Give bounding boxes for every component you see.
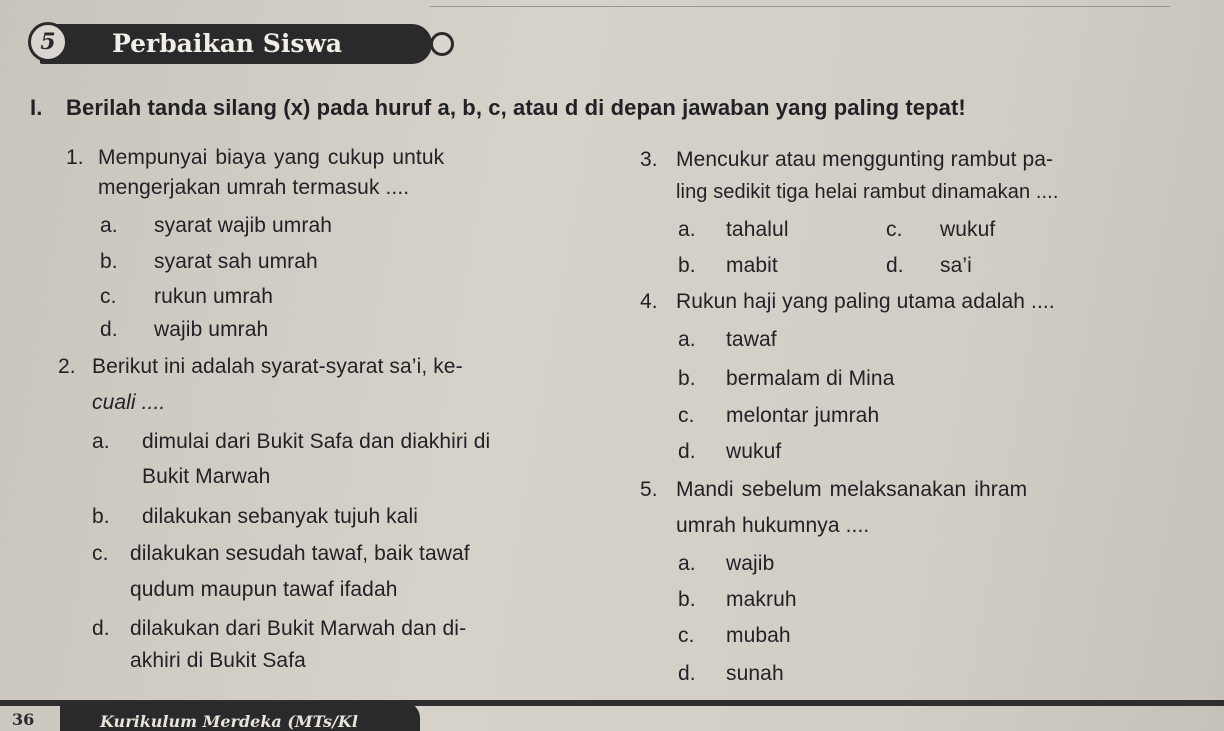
option-text: qudum maupun tawaf ifadah — [130, 578, 398, 601]
option-text: bermalam di Mina — [726, 367, 895, 390]
option-letter: b. — [678, 367, 696, 390]
option-text: melontar jumrah — [726, 404, 880, 427]
question-text: Mencukur atau menggunting rambut pa- — [676, 148, 1054, 171]
option-letter: a. — [678, 328, 696, 351]
option-text: syarat sah umrah — [154, 250, 318, 273]
question-number: 1. — [66, 146, 84, 169]
question-text: cuali .... — [92, 391, 166, 414]
section-number: I. — [30, 95, 43, 120]
question-text: mengerjakan umrah termasuk .... — [98, 176, 410, 199]
option-text: wukuf — [940, 218, 996, 241]
option-letter: c. — [92, 542, 109, 565]
question-number: 3. — [640, 148, 658, 171]
option-letter: c. — [678, 404, 695, 427]
option-text: wajib umrah — [154, 318, 269, 341]
option-letter: b. — [678, 254, 696, 277]
banner-title: Perbaikan Siswa — [112, 29, 343, 58]
option-text: dimulai dari Bukit Safa dan diakhiri di — [142, 430, 491, 453]
question-number: 2. — [58, 355, 76, 378]
question-number: 4. — [640, 290, 658, 313]
option-text: dilakukan sesudah tawaf, baik tawaf — [130, 542, 470, 565]
option-text: tawaf — [726, 328, 777, 351]
option-letter: d. — [678, 662, 696, 685]
option-letter: b. — [92, 505, 110, 528]
question-text: Mandi sebelum melaksanakan ihram — [676, 478, 1028, 501]
option-text: akhiri di Bukit Safa — [130, 649, 306, 672]
page-footer — [0, 688, 1224, 731]
option-letter: c. — [100, 285, 117, 308]
page-number: 36 — [12, 710, 35, 729]
option-text: tahalul — [726, 218, 789, 241]
option-letter: c. — [886, 218, 903, 241]
option-letter: a. — [678, 552, 696, 575]
option-text: Bukit Marwah — [142, 465, 271, 488]
instruction-text: Berilah tanda silang (x) pada huruf a, b, c, atau d di depan jawaban yang paling tepat! — [66, 95, 966, 120]
question-text: ling sedikit tiga helai rambut dinamakan .... — [676, 181, 1059, 203]
option-text: dilakukan sebanyak tujuh kali — [142, 505, 419, 528]
option-letter: a. — [92, 430, 110, 453]
option-text: mabit — [726, 254, 778, 277]
banner-end-circle — [430, 32, 454, 56]
top-rule — [430, 6, 1170, 7]
question-text: umrah hukumnya .... — [676, 514, 870, 537]
question-text: Berikut ini adalah syarat-syarat sa’i, ke- — [92, 355, 463, 378]
option-text: sunah — [726, 662, 784, 685]
option-text: wukuf — [726, 440, 782, 463]
question-text: Rukun haji yang paling utama adalah .... — [676, 290, 1055, 313]
question-number: 5. — [640, 478, 658, 501]
option-text: sa’i — [940, 254, 972, 277]
option-text: makruh — [726, 588, 797, 611]
option-letter: b. — [678, 588, 696, 611]
question-text: Mempunyai biaya yang cukup untuk — [98, 146, 445, 169]
option-letter: d. — [92, 617, 110, 640]
option-letter: a. — [100, 214, 118, 237]
option-text: wajib — [726, 552, 775, 575]
section-banner — [28, 22, 428, 66]
option-letter: b. — [100, 250, 118, 273]
option-letter: d. — [100, 318, 118, 341]
option-text: mubah — [726, 624, 791, 647]
option-text: dilakukan dari Bukit Marwah dan di- — [130, 617, 467, 640]
option-letter: a. — [678, 218, 696, 241]
option-letter: d. — [678, 440, 696, 463]
banner-number-badge: 5 — [28, 22, 68, 62]
option-text: syarat wajib umrah — [154, 214, 333, 237]
option-letter: c. — [678, 624, 695, 647]
option-letter: d. — [886, 254, 904, 277]
option-text: rukun umrah — [154, 285, 273, 308]
book-title: Kurikulum Merdeka (MTs/Kl — [100, 712, 358, 731]
